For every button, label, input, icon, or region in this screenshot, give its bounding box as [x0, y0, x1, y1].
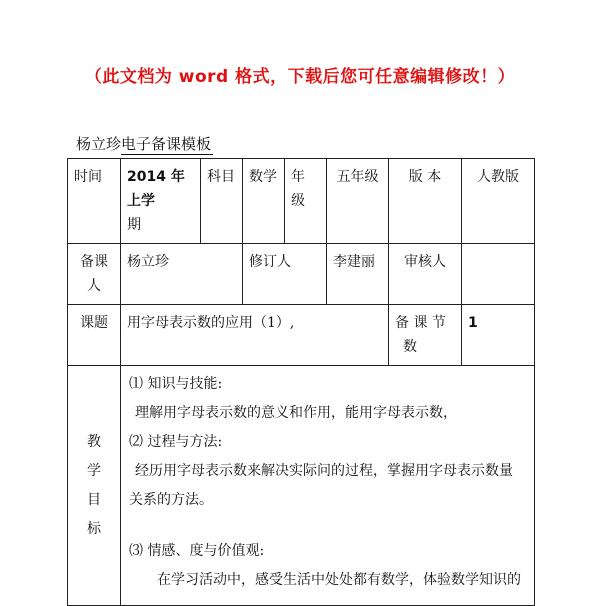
subject-label: 科目 [201, 159, 243, 244]
edit-notice: （此文档为 word 格式，下载后您可任意编辑修改！） [84, 67, 516, 87]
reviser-value: 李建丽 [327, 244, 389, 305]
title-name: 杨立珍 [76, 135, 122, 153]
teaching-goals-content [121, 366, 535, 606]
table-row [68, 366, 535, 606]
topic-label: 课题 [68, 305, 121, 366]
table-row [68, 244, 535, 305]
reviewer-label: 审核人 [389, 244, 462, 305]
goal-line: 经历用字母表示数来解决实际问的过程，掌握用字母表示数量 [135, 463, 513, 479]
grade-value: 五年级 [327, 159, 389, 244]
subject-value: 数学 [243, 159, 285, 244]
goal-line: 关系的方法。 [129, 492, 213, 508]
preparer-label: 备课 人 [68, 244, 121, 305]
grade-label: 年 级 [285, 159, 327, 244]
edition-value: 人教版 [462, 159, 535, 244]
time-value: 2014 年上学 期 [121, 159, 201, 244]
topic-value: 用字母表示数的应用（1）, [121, 305, 389, 366]
period-value: 1 [462, 305, 535, 366]
document-title [76, 133, 213, 155]
goal-line: ⑶ 情感、度与价值观: [129, 543, 265, 559]
goal-line: 理解用字母表示数的意义和作用，能用字母表示数， [135, 405, 457, 421]
reviewer-value [462, 244, 535, 305]
title-underlined: 电子备课模板 [121, 135, 212, 153]
preparer-value: 杨立珍 [121, 244, 243, 305]
goal-line: ⑴ 知识与技能: [129, 376, 223, 392]
time-label: 时间 [68, 159, 121, 244]
edition-label: 版 本 [389, 159, 462, 244]
lesson-plan-table [67, 158, 535, 606]
period-label: 备 课 节 数 [389, 305, 462, 366]
goal-line: 在学习活动中，感受生活中处处都有数学，体验数学知识的 [157, 572, 521, 588]
table-row [68, 159, 535, 244]
teaching-goals-label: 教 学 目 标 [68, 366, 121, 606]
reviser-label: 修订人 [243, 244, 327, 305]
table-row [68, 305, 535, 366]
goal-line: ⑵ 过程与方法: [129, 434, 223, 450]
